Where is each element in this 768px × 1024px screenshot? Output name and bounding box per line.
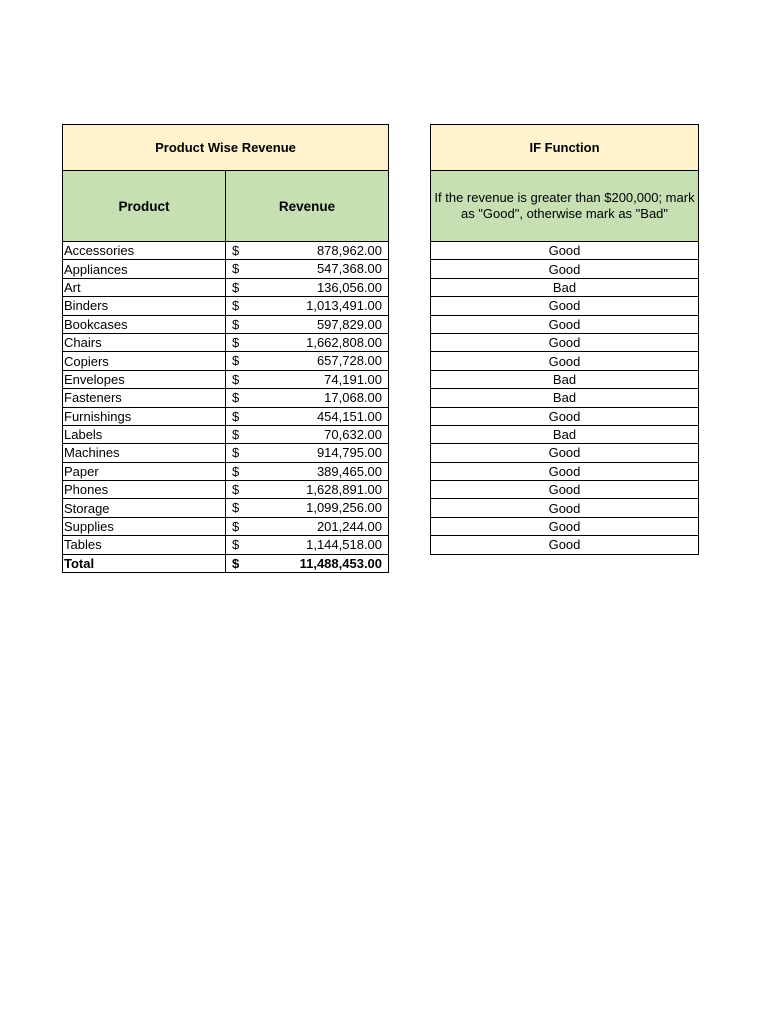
table-row bbox=[431, 462, 699, 480]
table-row bbox=[431, 315, 699, 333]
table-row bbox=[431, 242, 699, 260]
table-row bbox=[431, 333, 699, 351]
revenue-amount: 878,962.00 bbox=[316, 243, 383, 258]
revenue-cell bbox=[226, 444, 389, 462]
revenue-amount: 1,628,891.00 bbox=[306, 482, 383, 498]
table-row bbox=[431, 425, 699, 443]
table-row bbox=[63, 333, 389, 351]
table-row bbox=[63, 481, 389, 499]
table-row bbox=[63, 425, 389, 443]
if-result-cell: Good bbox=[431, 260, 699, 278]
revenue-amount: 1,144,518.00 bbox=[306, 537, 383, 553]
if-result-cell: Good bbox=[431, 444, 699, 462]
currency-symbol: $ bbox=[232, 408, 240, 424]
revenue-cell bbox=[226, 462, 389, 480]
if-function-table bbox=[430, 124, 699, 555]
currency-symbol: $ bbox=[232, 518, 240, 534]
product-cell: Bookcases bbox=[63, 315, 226, 333]
if-result-cell: Bad bbox=[431, 425, 699, 443]
table-row bbox=[63, 444, 389, 462]
revenue-cell bbox=[226, 499, 389, 517]
if-result-cell: Good bbox=[431, 242, 699, 260]
currency-symbol: $ bbox=[232, 316, 240, 332]
product-cell: Art bbox=[63, 278, 226, 296]
table-row bbox=[63, 517, 389, 535]
table-row bbox=[431, 260, 699, 278]
revenue-cell bbox=[226, 407, 389, 425]
total-revenue-amount: 11,488,453.00 bbox=[299, 555, 383, 571]
if-result-cell: Good bbox=[431, 333, 699, 351]
table-row bbox=[63, 407, 389, 425]
product-cell: Furnishings bbox=[63, 407, 226, 425]
product-cell: Tables bbox=[63, 536, 226, 554]
table-row bbox=[431, 536, 699, 554]
table-row bbox=[431, 297, 699, 315]
currency-symbol: $ bbox=[232, 426, 240, 442]
currency-symbol: $ bbox=[232, 537, 240, 553]
table-row bbox=[431, 481, 699, 499]
table-row bbox=[63, 297, 389, 315]
table-row bbox=[63, 278, 389, 296]
revenue-cell bbox=[226, 278, 389, 296]
product-cell: Chairs bbox=[63, 333, 226, 351]
product-column-header: Product bbox=[63, 171, 226, 242]
currency-symbol: $ bbox=[232, 298, 240, 314]
currency-symbol: $ bbox=[232, 353, 240, 369]
revenue-amount: 1,662,808.00 bbox=[306, 334, 383, 350]
revenue-cell bbox=[226, 481, 389, 499]
total-row bbox=[63, 554, 389, 572]
revenue-cell bbox=[226, 389, 389, 407]
currency-symbol: $ bbox=[232, 371, 240, 387]
revenue-amount: 1,099,256.00 bbox=[306, 500, 383, 516]
table-row bbox=[431, 389, 699, 407]
product-cell: Storage bbox=[63, 499, 226, 517]
product-cell: Labels bbox=[63, 425, 226, 443]
revenue-column-header: Revenue bbox=[226, 171, 389, 242]
product-cell: Supplies bbox=[63, 517, 226, 535]
if-result-cell: Bad bbox=[431, 278, 699, 296]
revenue-table-title: Product Wise Revenue bbox=[63, 125, 389, 171]
product-cell: Accessories bbox=[63, 242, 226, 260]
product-cell: Envelopes bbox=[63, 370, 226, 388]
currency-symbol: $ bbox=[232, 243, 240, 258]
revenue-cell bbox=[226, 297, 389, 315]
if-result-cell: Good bbox=[431, 407, 699, 425]
table-row bbox=[63, 389, 389, 407]
currency-symbol: $ bbox=[232, 555, 240, 571]
revenue-amount: 201,244.00 bbox=[316, 518, 383, 534]
revenue-title-row bbox=[63, 125, 389, 171]
table-row bbox=[63, 315, 389, 333]
if-result-cell: Good bbox=[431, 499, 699, 517]
table-row bbox=[63, 242, 389, 260]
table-row bbox=[63, 536, 389, 554]
revenue-cell bbox=[226, 352, 389, 370]
total-label: Total bbox=[63, 554, 226, 572]
revenue-amount: 1,013,491.00 bbox=[306, 298, 383, 314]
revenue-amount: 657,728.00 bbox=[316, 353, 383, 369]
currency-symbol: $ bbox=[232, 390, 240, 406]
revenue-cell bbox=[226, 333, 389, 351]
product-cell: Fasteners bbox=[63, 389, 226, 407]
revenue-cell bbox=[226, 260, 389, 278]
if-result-cell: Bad bbox=[431, 389, 699, 407]
if-title-row bbox=[431, 125, 699, 171]
product-cell: Copiers bbox=[63, 352, 226, 370]
if-result-cell: Good bbox=[431, 481, 699, 499]
table-row bbox=[431, 370, 699, 388]
if-result-cell: Good bbox=[431, 315, 699, 333]
revenue-header-row bbox=[63, 171, 389, 242]
table-row bbox=[431, 278, 699, 296]
product-cell: Phones bbox=[63, 481, 226, 499]
revenue-amount: 70,632.00 bbox=[324, 426, 383, 442]
revenue-amount: 74,191.00 bbox=[324, 371, 383, 387]
revenue-amount: 17,068.00 bbox=[324, 390, 383, 406]
currency-symbol: $ bbox=[232, 500, 240, 516]
if-header-row bbox=[431, 171, 699, 242]
currency-symbol: $ bbox=[232, 482, 240, 498]
if-result-cell: Good bbox=[431, 297, 699, 315]
table-row bbox=[63, 499, 389, 517]
revenue-amount: 136,056.00 bbox=[316, 279, 383, 295]
currency-symbol: $ bbox=[232, 463, 240, 479]
if-result-cell: Good bbox=[431, 352, 699, 370]
currency-symbol: $ bbox=[232, 279, 240, 295]
table-row bbox=[431, 352, 699, 370]
table-row bbox=[63, 462, 389, 480]
revenue-amount: 597,829.00 bbox=[316, 316, 383, 332]
revenue-amount: 547,368.00 bbox=[316, 261, 383, 277]
product-cell: Machines bbox=[63, 444, 226, 462]
revenue-cell bbox=[226, 536, 389, 554]
revenue-cell bbox=[226, 425, 389, 443]
table-row bbox=[431, 407, 699, 425]
if-description: If the revenue is greater than $200,000; mark as "Good", otherwise mark as "Bad" bbox=[431, 171, 699, 242]
currency-symbol: $ bbox=[232, 334, 240, 350]
table-row bbox=[63, 370, 389, 388]
if-result-cell: Good bbox=[431, 517, 699, 535]
currency-symbol: $ bbox=[232, 261, 240, 277]
revenue-cell bbox=[226, 315, 389, 333]
table-row bbox=[431, 517, 699, 535]
if-result-cell: Bad bbox=[431, 370, 699, 388]
product-cell: Binders bbox=[63, 297, 226, 315]
if-result-cell: Good bbox=[431, 536, 699, 554]
table-row bbox=[63, 260, 389, 278]
revenue-table bbox=[62, 124, 389, 573]
if-table-title: IF Function bbox=[431, 125, 699, 171]
revenue-cell bbox=[226, 242, 389, 260]
table-row bbox=[431, 444, 699, 462]
revenue-amount: 389,465.00 bbox=[316, 463, 383, 479]
total-revenue-cell bbox=[226, 554, 389, 572]
table-row bbox=[63, 352, 389, 370]
revenue-amount: 914,795.00 bbox=[316, 445, 383, 461]
currency-symbol: $ bbox=[232, 445, 240, 461]
revenue-cell bbox=[226, 370, 389, 388]
revenue-amount: 454,151.00 bbox=[316, 408, 383, 424]
table-row bbox=[431, 499, 699, 517]
product-cell: Paper bbox=[63, 462, 226, 480]
revenue-cell bbox=[226, 517, 389, 535]
if-result-cell: Good bbox=[431, 462, 699, 480]
product-cell: Appliances bbox=[63, 260, 226, 278]
